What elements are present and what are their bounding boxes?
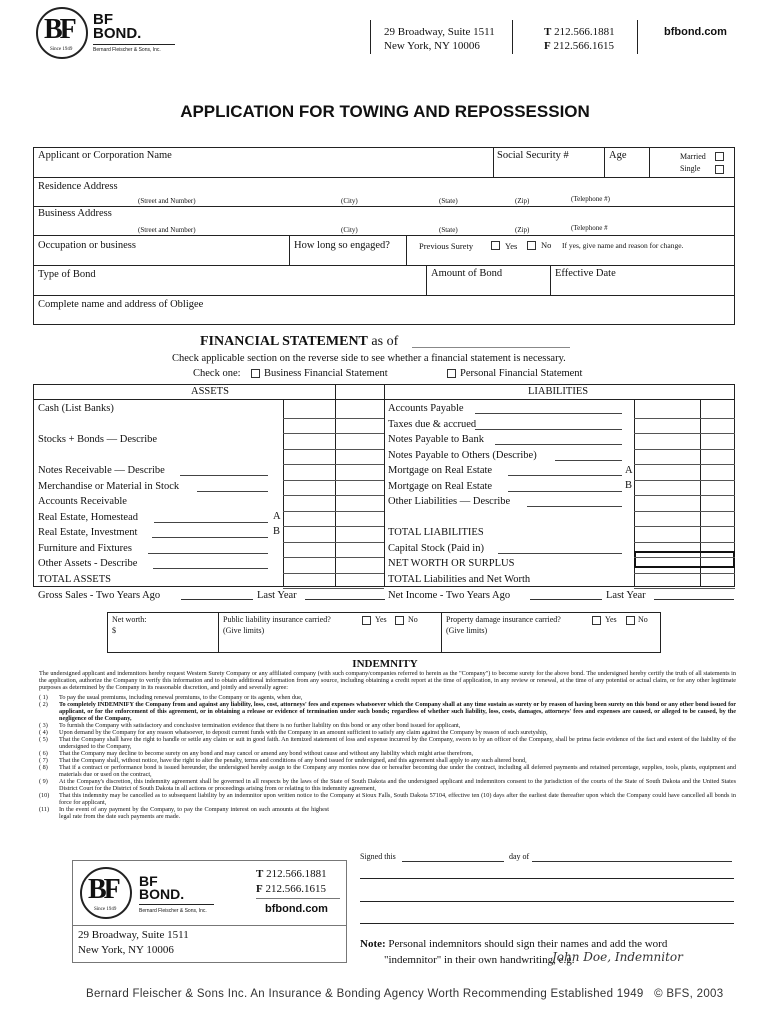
- divider: [283, 399, 284, 587]
- row-divider: [634, 433, 735, 434]
- liability-describe-field[interactable]: [475, 419, 622, 430]
- previous-surety-no-label: No: [541, 240, 552, 250]
- financial-heading: FINANCIAL STATEMENT as of: [200, 334, 399, 349]
- footer-logo-company: Bernard Fleischer & Sons, Inc.: [139, 908, 207, 914]
- liability-row-label: NET WORTH OR SURPLUS: [388, 558, 515, 569]
- property-damage-no-checkbox[interactable]: [626, 616, 635, 625]
- previous-surety-label: Previous Surety: [419, 241, 474, 251]
- public-liability-no-label: No: [408, 615, 418, 624]
- divider: [33, 295, 735, 296]
- indemnity-item: [39, 722, 736, 729]
- liability-row-label: Other Liabilities — Describe: [388, 496, 511, 507]
- liability-describe-field[interactable]: [508, 481, 622, 492]
- footer-card-rule: [256, 898, 340, 899]
- divider: [649, 147, 650, 177]
- type-of-bond-label: Type of Bond: [38, 269, 96, 280]
- indemnity-item-number: ( 2): [39, 701, 48, 708]
- financial-check-note: Check applicable section on the reverse side to see whether a financial statement is necessary.: [172, 353, 566, 364]
- divider: [33, 265, 735, 266]
- liability-row-label: Taxes due & accrued: [388, 418, 477, 430]
- example-signature: John Doe, Indemnitor: [552, 950, 683, 964]
- header-fax: F 212.566.1615: [544, 40, 614, 52]
- signature-line-2[interactable]: [360, 901, 734, 902]
- logo-bond-text: BOND.: [93, 25, 142, 42]
- indemnity-item-text: That if a contract or performance bond is issued hereunder, the undersigned hereby assign to the Company any monies now due or hereafter becoming due under the contract, including all deferred payments and retained percentage, supplies, tools, plants, equipment and materials due or used on the contract,: [59, 764, 736, 778]
- logo-company: Bernard Fleischer & Sons, Inc.: [93, 47, 161, 53]
- public-liability-yes-checkbox[interactable]: [362, 616, 371, 625]
- liability-marker-a: A: [625, 465, 633, 476]
- indemnity-item: [39, 764, 736, 778]
- indemnity-item-number: ( 7): [39, 757, 48, 764]
- row-divider: [634, 480, 735, 481]
- asset-row-label: Furniture and Fixtures: [38, 542, 132, 554]
- asset-row-label: Notes Receivable — Describe: [38, 465, 165, 476]
- indemnity-item: [39, 729, 736, 736]
- liability-row-label: TOTAL Liabilities and Net Worth: [388, 573, 531, 585]
- financial-as-of-field[interactable]: [412, 333, 570, 348]
- indemnity-item-text: That the Company shall, without notice, have the right to alter the penalty, terms and conditions of any bond issued for undersigned, and this agreement shall apply to any such altered bond,: [59, 757, 527, 764]
- day-of-label: day of: [509, 852, 530, 861]
- row-divider: [283, 526, 384, 527]
- footer-phone: T 212.566.1881: [256, 868, 327, 880]
- indemnity-item-text: To completely INDEMNIFY the Company from and against any liability, loss, cost, attorneys' fees and expenses whatsoever which the Company shall at any time sustain as surety or by reason of having been surety on this bond or any other bond issued for applicant, or for the enforcement of this agreement, or in obtaining a release or evidence of termination under such bonds; regardless of whether such liability, loss, costs, damages, attorneys' fees and expenses are caused, or alleged to be caused, by the negligence of the Company,: [59, 701, 736, 722]
- footer-address-line1: 29 Broadway, Suite 1511: [78, 929, 189, 941]
- asset-describe-field[interactable]: [197, 481, 268, 492]
- row-divider: [283, 418, 384, 419]
- row-divider: [283, 449, 384, 450]
- indemnity-item-text: To pay the usual premiums, including renewal premiums, to the Company or its agents, when due,: [59, 694, 303, 701]
- liability-describe-field[interactable]: [508, 465, 622, 476]
- residence-street-hint: (Street and Number): [138, 197, 196, 205]
- footer-logo-monogram: BF: [88, 874, 118, 905]
- footer-logo-rule: [139, 904, 214, 905]
- liability-row-label: Mortgage on Real Estate: [388, 480, 493, 492]
- residence-telephone-hint: (Telephone #): [571, 195, 610, 203]
- signed-this-label: Signed this: [360, 852, 396, 861]
- business-zip-hint: (Zip): [515, 226, 530, 234]
- assets-heading: ASSETS: [191, 386, 229, 397]
- asset-describe-field[interactable]: [153, 558, 268, 569]
- net-worth-highlight[interactable]: [634, 551, 735, 568]
- row-divider: [634, 495, 735, 496]
- row-divider: [283, 511, 384, 512]
- property-damage-yes-checkbox[interactable]: [592, 616, 601, 625]
- check-one-label: Check one:: [193, 368, 241, 379]
- asset-row-label: Accounts Receivable: [38, 496, 127, 507]
- footer-logo-bf: BF: [139, 873, 158, 889]
- liability-describe-field[interactable]: [495, 434, 622, 445]
- header-divider: [637, 20, 638, 54]
- public-liability-yes-label: Yes: [375, 615, 387, 624]
- divider: [550, 265, 551, 295]
- indemnity-intro: The undersigned applicant and indemnitors hereby request Western Surety Company or any affiliated company (with such company/companies referred to herein as the "Company") to become surety for the above bond. The undersigned hereby certify the truth of all statements in the application, authorize the Company to verify this information and to obtain additional information from any source, including obtaining a credit report at the time of application, in any review or renewal, at the time of any potential or actual claim, or for any other legitimate purposes as determined by the Company in its reasonable discretion, and jointly and severally agree:: [39, 670, 736, 691]
- divider: [493, 147, 494, 177]
- indemnity-item-number: ( 5): [39, 736, 48, 743]
- indemnity-item: [39, 792, 736, 806]
- divider: [441, 612, 442, 653]
- footer-website[interactable]: bfbond.com: [265, 903, 328, 915]
- footer-fax: F 212.566.1615: [256, 883, 326, 895]
- divider: [33, 177, 735, 178]
- asset-row-label: Stocks + Bonds — Describe: [38, 434, 158, 445]
- previous-surety-yes-checkbox[interactable]: [491, 241, 500, 250]
- property-damage-no-label: No: [638, 615, 648, 624]
- indemnity-item-text: That this indemnity may be cancelled as to subsequent liability by an indemnitor upon written notice to the Company at Sioux Falls, South Dakota 57104, effective ten (10) days after the earliest date thereafter upon which the Company could have cancelled all bonds in force for applicant,: [59, 792, 736, 806]
- row-divider: [634, 573, 735, 574]
- liabilities-heading: LIABILITIES: [528, 386, 589, 397]
- liability-describe-field[interactable]: [475, 403, 622, 414]
- amount-of-bond-label: Amount of Bond: [431, 268, 503, 279]
- asset-row-label: Real Estate, Homestead: [38, 511, 139, 523]
- net-worth-label: Net worth:: [112, 615, 147, 624]
- asset-row-label: Merchandise or Material in Stock: [38, 480, 180, 492]
- liability-describe-field[interactable]: [555, 450, 622, 461]
- row-divider: [283, 433, 384, 434]
- footer-logo-since: Since 1949: [94, 907, 117, 912]
- logo-monogram: BF: [44, 14, 74, 45]
- asset-describe-field[interactable]: [152, 527, 268, 538]
- signature-line-3[interactable]: [360, 923, 734, 924]
- previous-surety-no-checkbox[interactable]: [527, 241, 536, 250]
- business-city-hint: (City): [341, 226, 358, 234]
- asset-describe-field[interactable]: [148, 543, 268, 554]
- row-divider: [634, 511, 735, 512]
- signed-day-field[interactable]: [402, 851, 504, 862]
- asset-row-label: TOTAL ASSETS: [38, 573, 111, 585]
- indemnity-item-number: ( 8): [39, 764, 48, 771]
- occupation-label: Occupation or business: [38, 240, 136, 251]
- indemnity-item: [39, 806, 736, 820]
- row-divider: [283, 573, 384, 574]
- divider: [426, 265, 427, 295]
- last-year-sales-field[interactable]: [305, 589, 385, 600]
- personal-fs-checkbox[interactable]: [447, 369, 456, 378]
- row-divider: [634, 526, 735, 527]
- business-fs-label: Business Financial Statement: [264, 368, 388, 379]
- ssn-label: Social Security #: [497, 150, 569, 161]
- note-text: Note: Personal indemnitors should sign their names and add the word: [360, 938, 668, 950]
- indemnity-item-text: To furnish the Company with satisfactory and conclusive termination evidence that there is no further liability on this bond or any other bond issued for applicant,: [59, 722, 461, 729]
- row-divider: [283, 495, 384, 496]
- logo-bf-text: BF: [93, 11, 113, 28]
- divider: [384, 384, 385, 587]
- row-divider: [634, 449, 735, 450]
- indemnity-item: [39, 736, 736, 750]
- dollar-sign: $: [112, 626, 116, 635]
- business-fs-checkbox[interactable]: [251, 369, 260, 378]
- footer-logo-bond: BOND.: [139, 886, 185, 902]
- indemnity-item: [39, 778, 736, 792]
- if-yes-hint: If yes, give name and reason for change.: [562, 241, 684, 250]
- business-telephone-hint: (Telephone #: [571, 224, 608, 232]
- asset-row-label: Cash (List Banks): [38, 403, 114, 414]
- property-damage-limits: (Give limits): [446, 626, 488, 635]
- footer-address-line2: New York, NY 10006: [78, 944, 174, 956]
- row-divider: [283, 557, 384, 558]
- residence-city-hint: (City): [341, 197, 358, 205]
- business-street-hint: (Street and Number): [138, 226, 196, 234]
- divider: [33, 235, 735, 236]
- asset-describe-field[interactable]: [180, 465, 268, 476]
- indemnity-heading: INDEMNITY: [352, 658, 418, 670]
- header-address-line2: New York, NY 10006: [384, 40, 480, 52]
- obligee-label: Complete name and address of Obligee: [38, 299, 204, 310]
- indemnity-item-text: That the Company shall have the right to handle or settle any claim or suit in good faith. An itemized statement of loss and expense incurred by the Company, sworn to by an officer of the Company, shall be prima facie evidence of the fact and extent of the liability of the undersigned to the Company,: [59, 736, 736, 750]
- liability-row-label: Accounts Payable: [388, 403, 464, 414]
- divider: [406, 235, 407, 265]
- note-text-2: "indemnitor" in their own handwriting, e.g.: [384, 954, 575, 966]
- net-income-field[interactable]: [530, 589, 602, 600]
- personal-fs-label: Personal Financial Statement: [460, 368, 583, 379]
- indemnity-item-number: ( 3): [39, 722, 48, 729]
- indemnity-item-number: ( 9): [39, 778, 48, 785]
- liability-row-label: Mortgage on Real Estate: [388, 465, 493, 476]
- row-divider: [283, 480, 384, 481]
- footer-tagline: Bernard Fleischer & Sons Inc. An Insurance & Bonding Agency Worth Recommending Established 1949 © BFS, 2003: [86, 988, 724, 1000]
- residence-state-hint: (State): [439, 197, 458, 205]
- residence-label: Residence Address: [38, 181, 118, 192]
- divider: [604, 147, 605, 177]
- signed-month-field[interactable]: [532, 851, 732, 862]
- liability-describe-field[interactable]: [527, 496, 622, 507]
- engaged-label: How long so engaged?: [294, 240, 390, 251]
- liability-row-label: TOTAL LIABILITIES: [388, 527, 484, 538]
- married-label: Married: [680, 152, 706, 161]
- header-address-line1: 29 Broadway, Suite 1511: [384, 26, 495, 38]
- liability-row-label: Capital Stock (Paid in): [388, 542, 484, 554]
- asset-row-label: Real Estate, Investment: [38, 527, 138, 538]
- indemnity-item-text: Upon demand by the Company for any reason whatsoever, to deposit current funds with the Company in an amount sufficient to satisfy any claim against the Company by reason of such suretyship,: [59, 729, 548, 736]
- previous-surety-yes-label: Yes: [505, 241, 518, 251]
- row-divider: [634, 464, 735, 465]
- single-checkbox[interactable]: [715, 165, 724, 174]
- logo-rule: [93, 44, 175, 45]
- header-divider: [512, 20, 513, 54]
- residence-zip-hint: (Zip): [515, 197, 530, 205]
- indemnity-item-text: At the Company's discretion, this indemnity agreement shall be governed in all respects by the laws of the State of South Dakota and the undersigned applicant and indemnitors consent to the jurisdiction of the courts of the State of South Dakota and the United States District Court for the District of South Dakota in all actions or proceedings arising from or relating to this indemnity agreement,: [59, 778, 736, 792]
- row-divider: [283, 464, 384, 465]
- divider: [218, 612, 219, 653]
- indemnity-item-number: ( 1): [39, 694, 48, 701]
- row-divider: [634, 557, 735, 558]
- indemnity-item-number: (10): [39, 792, 50, 799]
- property-damage-yes-label: Yes: [605, 615, 617, 624]
- row-divider: [634, 418, 735, 419]
- footer-card-rule: [72, 925, 347, 926]
- indemnity-item-number: ( 6): [39, 750, 48, 757]
- public-liability-limits: (Give limits): [223, 626, 265, 635]
- indemnity-item: [39, 750, 736, 757]
- row-divider: [634, 542, 735, 543]
- last-year-label: Last Year: [257, 590, 297, 601]
- business-state-hint: (State): [439, 226, 458, 234]
- gross-sales-label: Gross Sales - Two Years Ago: [38, 590, 161, 601]
- public-liability-no-checkbox[interactable]: [395, 616, 404, 625]
- indemnity-item: [39, 694, 736, 701]
- last-year-income-field[interactable]: [654, 589, 734, 600]
- indemnity-item: [39, 757, 736, 764]
- liability-row-label: Notes Payable to Others (Describe): [388, 449, 537, 461]
- indemnity-item-number: ( 4): [39, 729, 48, 736]
- liability-row-label: Notes Payable to Bank: [388, 434, 484, 445]
- page-title: APPLICATION FOR TOWING AND REPOSSESSION: [180, 102, 590, 121]
- header-phone: T 212.566.1881: [544, 26, 615, 38]
- indemnity-list: [39, 694, 736, 820]
- divider: [33, 206, 735, 207]
- asset-marker-a: A: [273, 511, 281, 522]
- liability-marker-b: B: [625, 480, 633, 491]
- divider: [289, 235, 290, 265]
- gross-sales-field[interactable]: [181, 589, 253, 600]
- header-divider: [370, 20, 371, 54]
- logo-since: Since 1949: [50, 47, 73, 52]
- liability-describe-field[interactable]: [498, 543, 622, 554]
- indemnity-item-number: (11): [39, 806, 50, 813]
- property-damage-label: Property damage insurance carried?: [446, 615, 561, 624]
- header-website[interactable]: bfbond.com: [664, 26, 727, 38]
- public-liability-label: Public liability insurance carried?: [223, 615, 331, 624]
- asset-describe-field[interactable]: [154, 512, 268, 523]
- asset-marker-b: B: [273, 526, 281, 537]
- married-checkbox[interactable]: [715, 152, 724, 161]
- asset-row-label: Other Assets - Describe: [38, 558, 138, 569]
- effective-date-label: Effective Date: [555, 268, 616, 279]
- signature-line-1[interactable]: [360, 878, 734, 879]
- single-label: Single: [680, 164, 701, 173]
- indemnity-item-text: In the event of any payment by the Company, to pay the Company interest on such amounts at the highest legal rate from the date such payments are made.: [59, 806, 329, 820]
- indemnity-item-text: That the Company may decline to become surety on any bond and may cancel or amend any bond without cause and without any liability which might arise therefrom,: [59, 750, 474, 757]
- indemnity-item: [39, 701, 736, 722]
- applicant-name-label: Applicant or Corporation Name: [38, 150, 172, 161]
- net-income-label: Net Income - Two Years Ago: [388, 590, 511, 601]
- business-address-label: Business Address: [38, 208, 112, 219]
- row-divider: [283, 542, 384, 543]
- last-year-label-2: Last Year: [606, 590, 646, 601]
- age-label: Age: [609, 150, 627, 161]
